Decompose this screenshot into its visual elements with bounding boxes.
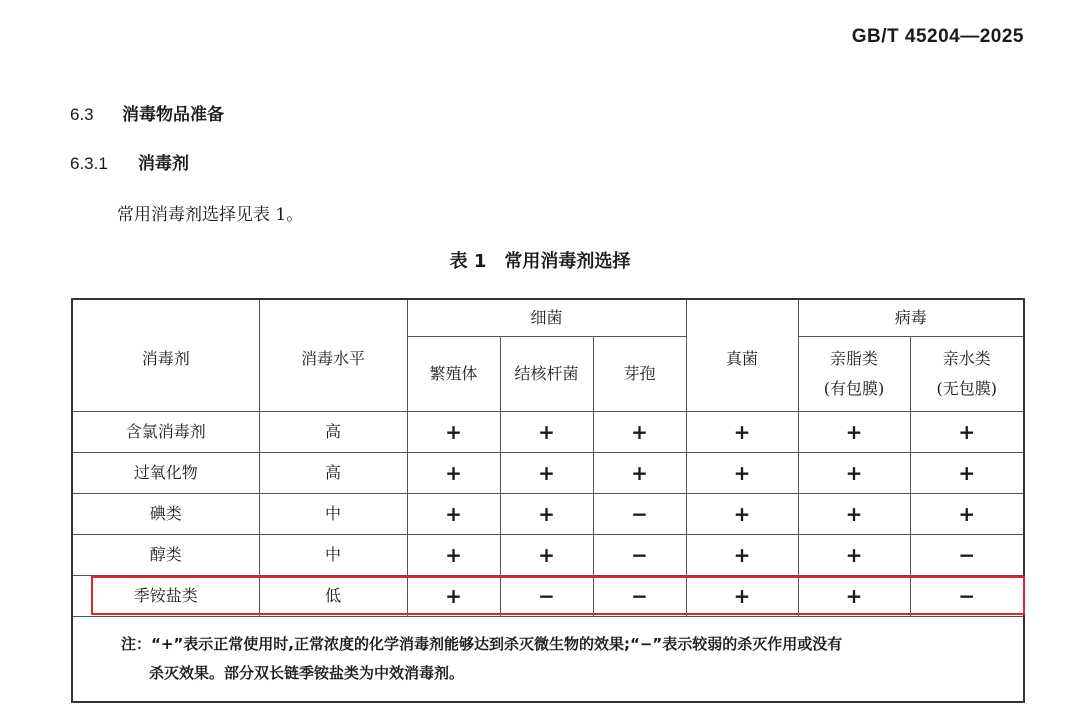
header-lipophilic-line2: (有包膜) — [823, 379, 885, 398]
efficacy-cell: + — [686, 494, 798, 535]
note-label: 注： — [121, 634, 152, 653]
efficacy-cell: + — [910, 494, 1024, 535]
efficacy-cell: + — [798, 494, 910, 535]
efficacy-cell: + — [686, 576, 798, 617]
efficacy-cell: − — [593, 576, 686, 617]
efficacy-cell: + — [798, 535, 910, 576]
table-body — [72, 412, 1024, 617]
disinfection-level: 高 — [259, 412, 407, 453]
table-number: 表 1 — [449, 251, 487, 272]
efficacy-cell: + — [593, 453, 686, 494]
efficacy-cell: − — [500, 576, 593, 617]
subsection-number: 6.3.1 — [70, 154, 108, 173]
disinfectant-name: 碘类 — [72, 494, 259, 535]
note-line2: 杀灭效果。部分双长链季铵盐类为中效消毒剂。 — [149, 664, 465, 682]
efficacy-cell: − — [910, 576, 1024, 617]
efficacy-cell: + — [500, 453, 593, 494]
note-line1: “+”表示正常使用时,正常浓度的化学消毒剂能够达到杀灭微生物的效果;“−”表示较弱的杀灭作用或没有 — [151, 634, 843, 653]
disinfectant-name: 季铵盐类 — [72, 576, 259, 617]
efficacy-cell: + — [500, 494, 593, 535]
efficacy-cell: − — [910, 535, 1024, 576]
efficacy-cell: − — [593, 535, 686, 576]
efficacy-cell: + — [798, 412, 910, 453]
header-hydrophilic-line2: (无包膜) — [936, 379, 998, 398]
efficacy-cell: + — [500, 535, 593, 576]
table-row — [72, 453, 1024, 494]
table-caption — [0, 247, 1080, 273]
efficacy-cell: + — [686, 535, 798, 576]
table-row — [72, 576, 1024, 617]
disinfectant-table — [71, 298, 1025, 703]
efficacy-cell: + — [407, 535, 500, 576]
disinfection-level: 中 — [259, 535, 407, 576]
disinfectant-name: 醇类 — [72, 535, 259, 576]
table-title: 常用消毒剂选择 — [504, 251, 631, 272]
disinfection-level: 高 — [259, 453, 407, 494]
section-heading — [70, 100, 224, 125]
disinfectant-name: 过氧化物 — [72, 453, 259, 494]
efficacy-cell: + — [407, 412, 500, 453]
efficacy-cell: + — [407, 576, 500, 617]
header-mycobacterium: 结核杆菌 — [500, 337, 593, 412]
efficacy-cell: − — [593, 494, 686, 535]
header-level: 消毒水平 — [259, 299, 407, 412]
efficacy-cell: + — [407, 453, 500, 494]
header-vegetative: 繁殖体 — [407, 337, 500, 412]
table-note — [72, 617, 1024, 703]
section-number: 6.3 — [70, 105, 94, 124]
table-row — [72, 412, 1024, 453]
efficacy-cell: + — [910, 453, 1024, 494]
disinfectant-name: 含氯消毒剂 — [72, 412, 259, 453]
section-title: 消毒物品准备 — [122, 105, 224, 125]
header-disinfectant: 消毒剂 — [72, 299, 259, 412]
header-hydrophilic — [910, 337, 1024, 412]
table-row — [72, 494, 1024, 535]
header-virus: 病毒 — [798, 299, 1024, 337]
efficacy-cell: + — [798, 453, 910, 494]
header-bacteria: 细菌 — [407, 299, 686, 337]
efficacy-cell: + — [910, 412, 1024, 453]
header-spore: 芽孢 — [593, 337, 686, 412]
efficacy-cell: + — [500, 412, 593, 453]
efficacy-cell: + — [798, 576, 910, 617]
table-row — [72, 535, 1024, 576]
header-lipophilic-line1: 亲脂类 — [830, 348, 879, 368]
efficacy-cell: + — [686, 412, 798, 453]
subsection-heading — [70, 149, 189, 174]
standard-code: GB/T 45204—2025 — [851, 26, 1024, 47]
header-lipophilic — [798, 337, 910, 412]
efficacy-cell: + — [686, 453, 798, 494]
body-paragraph: 常用消毒剂选择见表 1。 — [117, 205, 304, 225]
header-hydrophilic-line1: 亲水类 — [942, 348, 991, 368]
efficacy-cell: + — [407, 494, 500, 535]
disinfection-level: 中 — [259, 494, 407, 535]
efficacy-cell: + — [593, 412, 686, 453]
disinfection-level: 低 — [259, 576, 407, 617]
header-fungi: 真菌 — [686, 299, 798, 412]
subsection-title: 消毒剂 — [138, 154, 189, 174]
